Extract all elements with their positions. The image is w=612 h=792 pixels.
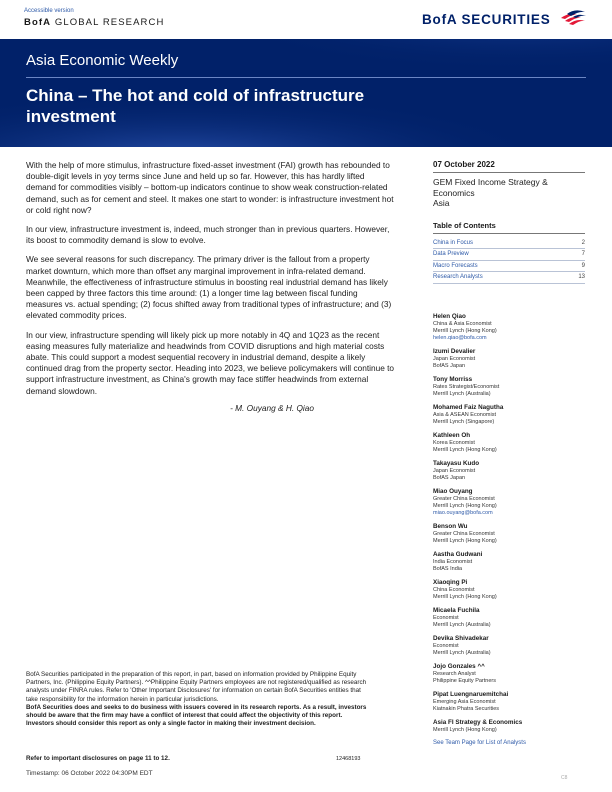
timestamp: Timestamp: 06 October 2022 04:30PM EDT [26,770,153,777]
analyst-email-link[interactable]: miao.ouyang@bofa.com [433,510,493,516]
toc-page: 13 [578,274,585,280]
strategy-line: GEM Fixed Income Strategy & [433,177,548,187]
analyst-firm: BofAS Japan [433,363,466,369]
analyst-name: Miao Ouyang [433,488,473,495]
analyst-firm: Merrill Lynch (Australia) [433,622,491,628]
page-code: C8 [561,775,568,781]
analyst-entry [433,460,585,482]
toc-label[interactable]: Research Analysts [433,274,483,280]
analyst-entry [433,635,585,657]
toc-page: 9 [581,262,585,269]
toc-label[interactable]: Macro Forecasts [433,262,478,269]
body-paragraph: We see several reasons for such discrepancy. The primary driver is the fallout from a property market downturn, which more than offset any marginal improvement in infra-related demand. Meanwhile, the effectiveness of infrastructure stimulus in boosting real industrial demand has likely been capped by three factors this time around: (1) a longer time lag between fiscal funding measures vs. actual spending; (2) focus shifted away from traditional types of infrastructure; and (3) elevated commodity prices. [26,254,392,321]
strategy-line: Economics [433,187,475,198]
analyst-entry [433,607,585,629]
brand-bold: BofA [24,17,52,28]
analyst-role: Korea Economist [433,440,475,446]
analyst-entry [433,313,585,342]
analyst-firm: Merrill Lynch (Hong Kong) [433,328,497,334]
author-signature: - M. Ouyang & H. Qiao [230,402,314,413]
analyst-firm: BofAS Japan [433,475,466,481]
report-title: China – The hot and cold of infrastructure investment [26,86,365,126]
analyst-role: Merrill Lynch (Hong Kong) [433,727,497,733]
analyst-role: Research Analyst [433,671,476,677]
sidebar [433,160,585,284]
analyst-entry [433,579,585,601]
analyst-firm: Merrill Lynch (Australia) [433,650,491,656]
analyst-firm: Philippine Equity Partners [433,678,496,684]
strategy-line: Asia [433,198,450,208]
analyst-firm: Merrill Lynch (Hong Kong) [433,538,497,544]
banner-divider [26,77,586,78]
see-team-page-link[interactable]: See Team Page for List of Analysts [433,740,526,746]
toc-title: Table of Contents [433,220,496,230]
disclaimer-conflict: BofA Securities does and seeks to do business with issuers covered in its research reports. As a result, investors should be aware that the firm may have a conflict of interest that could affect the objectivity of this report. Investors should consider this report as only a single factor in making their investment decision. [26,703,367,728]
analyst-role: Rates Strategist/Economist [433,384,500,390]
analyst-entry [433,663,585,685]
analyst-name: Benson Wu [433,523,468,530]
sidebar-divider [433,172,585,173]
analyst-firm: Kiatnakin Phatra Securities [433,706,500,712]
analyst-entry [433,523,585,545]
toc-label[interactable]: Data Preview [433,251,469,257]
analyst-name: Devika Shivadekar [433,635,489,642]
flag-logo-icon [559,8,587,26]
analyst-firm: Merrill Lynch (Hong Kong) [433,447,497,453]
analyst-name: Izumi Devalier [433,348,476,355]
analyst-name: Xiaoqing Pi [433,579,468,586]
analyst-firm: Merrill Lynch (Singapore) [433,419,495,425]
toc-divider [433,233,585,234]
strategy-label [433,177,585,209]
body-paragraph: With the help of more stimulus, infrastructure fixed-asset investment (FAI) growth has rebounded to double-digit levels in yoy terms since June and held up so far. However, this has hardly lifted demand for commodities visibly – bottom-up indicators continue to show weak construction-related demand, such as for cement and steel. It makes one start to wonder: is infrastructure investment hot or cold right now? [26,160,394,215]
analyst-firm: Merrill Lynch (Hong Kong) [433,503,497,509]
bofa-securities-logo: BofA SECURITIES [422,12,551,27]
analyst-role: India Economist [433,559,473,565]
analyst-role: Asia & ASEAN Economist [433,412,496,418]
main-body [26,160,396,414]
toc-item-data-preview[interactable] [433,249,585,261]
analyst-entry [433,719,585,734]
disclaimer-text: BofA Securities participated in the preparation of this report, in part, based on information provided by Philippine Equity Partners, Inc. (Philippine Equity Partners). ^^Philippine Equity Partners employees are not registered/qualified as research analysts under FINRA rules. Refer to 'Other Important Disclosures' for information on certain BofA Securities entities that take responsibility for the information herein in particular jurisdictions. [26,671,367,703]
analyst-role: Economist [433,643,459,649]
analyst-name: Tony Morriss [433,376,473,383]
analyst-entry [433,348,585,370]
toc-page: 2 [581,239,585,246]
analyst-list [433,313,585,746]
analyst-name: Kathleen Oh [433,432,471,439]
analyst-entry [433,691,585,713]
report-series-title: Asia Economic Weekly [26,52,179,69]
toc-item-macro-forecasts[interactable] [433,261,585,273]
accessible-version-link[interactable]: Accessible version [24,8,74,14]
document-number: 12468193 [336,756,361,762]
report-date: 07 October 2022 [433,160,495,169]
analyst-role: Greater China Economist [433,531,495,537]
analyst-entry [433,432,585,454]
analyst-role: Emerging Asia Economist [433,699,496,705]
body-paragraph: In our view, infrastructure spending will likely pick up more notably in 4Q and 1Q23 as the recent easing measures fully materialize and headwinds from COVID disruptions and high material costs abate. This could support a modest sequential recovery in industrial demand, despite a likely continued drag from the property sector. Heading into 2023, we believe policymakers will continue to support infrastructure investment, as China's growth may face stiffer headwinds from external demand slowdown. [26,329,395,396]
analyst-entry [433,404,585,426]
analyst-name: Helen Qiao [433,313,466,320]
toc-label[interactable]: China in Focus [433,239,474,246]
analyst-role: Japan Economist [433,356,476,362]
toc-item-research-analysts[interactable] [433,272,585,284]
analyst-name: Takayasu Kudo [433,460,480,467]
analyst-role: Greater China Economist [433,496,495,502]
analyst-name: Mohamed Faiz Nagutha [433,404,504,411]
analyst-role: China & Asia Economist [433,321,492,327]
disclosures-reference[interactable]: Refer to important disclosures on page 11 to 12. [26,755,170,762]
analyst-entry [433,376,585,398]
brand-rest: GLOBAL RESEARCH [54,17,165,28]
analyst-name: Pipat Luengnaruemitchai [433,691,509,698]
analyst-name: Jojo Gonzales ^^ [433,663,485,670]
analyst-name: Asia FI Strategy & Economics [433,719,523,726]
analyst-email-link[interactable]: helen.qiao@bofa.com [433,335,487,341]
analyst-role: China Economist [433,587,475,593]
analyst-firm: BofAS India [433,566,463,572]
analyst-role: Economist [433,615,459,621]
analyst-firm: Merrill Lynch (Hong Kong) [433,594,497,600]
analyst-name: Aastha Gudwani [433,551,483,558]
toc-item-china-in-focus[interactable] [433,238,585,250]
brand-header [24,17,164,28]
body-paragraph: In our view, infrastructure investment is, indeed, much stronger than in previous quarters. However, its boost to commodity demand is slow to evolve. [26,224,390,246]
analyst-role: Japan Economist [433,468,476,474]
analyst-entry [433,488,585,517]
disclaimer [26,671,371,728]
analyst-name: Micaela Fuchila [433,607,480,614]
analyst-entry [433,551,585,573]
toc-page: 7 [581,251,585,257]
analyst-firm: Merrill Lynch (Australia) [433,391,491,397]
